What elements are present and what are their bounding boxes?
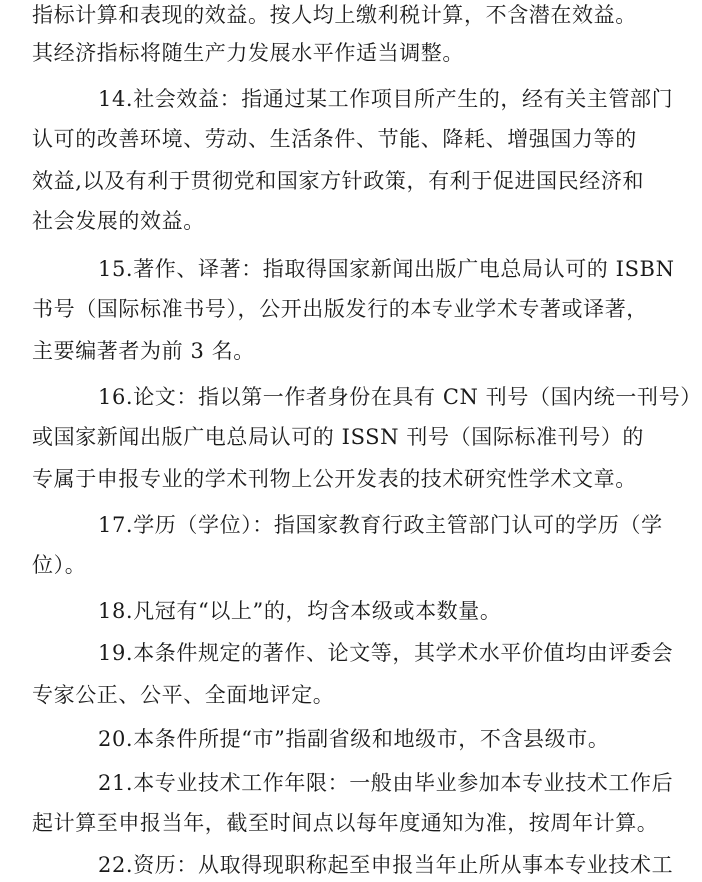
- paragraph-22-line: 22.资历：从取得现职称起至申报当年止所从事本专业技术工: [98, 853, 674, 877]
- paragraph-21-line: 21.本专业技术工作年限：一般由毕业参加本专业技术工作后: [98, 771, 674, 795]
- text-line: 专属于申报专业的学术刊物上公开发表的技术研究性学术文章。: [32, 467, 637, 491]
- text-line: 起计算至申报当年，截至时间点以每年度通知为准，按周年计算。: [32, 811, 659, 835]
- text-line: 其经济指标将随生产力发展水平作适当调整。: [32, 41, 464, 65]
- paragraph-14-line: 14.社会效益：指通过某工作项目所产生的，经有关主管部门: [98, 87, 674, 111]
- text-line: 指标计算和表现的效益。按人均上缴利税计算，不含潜在效益。: [32, 3, 637, 27]
- text-line: 专家公正、公平、全面地评定。: [32, 683, 335, 707]
- text-line: 位）。: [32, 553, 87, 577]
- paragraph-17-line: 17.学历（学位）：指国家教育行政主管部门认可的学历（学: [98, 513, 663, 537]
- text-line: 效益,以及有利于贯彻党和国家方针政策，有利于促进国民经济和: [32, 169, 645, 193]
- paragraph-18-line: 18.凡冠有“以上”的，均含本级或本数量。: [98, 599, 502, 623]
- paragraph-16-line: 16.论文：指以第一作者身份在具有 CN 刊号（国内统一刊号）: [98, 385, 702, 409]
- paragraph-15-line: 15.著作、译著：指取得国家新闻出版广电总局认可的 ISBN: [98, 257, 675, 281]
- paragraph-20-line: 20.本条件所提“市”指副省级和地级市，不含县级市。: [98, 727, 610, 751]
- text-line: 认可的改善环境、劳动、生活条件、节能、降耗、增强国力等的: [32, 127, 637, 151]
- text-line: 社会发展的效益。: [32, 209, 205, 233]
- paragraph-19-line: 19.本条件规定的著作、论文等，其学术水平价值均由评委会: [98, 641, 674, 665]
- text-line: 主要编著者为前 3 名。: [32, 339, 255, 363]
- text-line: 或国家新闻出版广电总局认可的 ISSN 刊号（国际标准刊号）的: [32, 425, 645, 449]
- text-line: 书号（国际标准书号），公开出版发行的本专业学术专著或译著，: [32, 297, 648, 321]
